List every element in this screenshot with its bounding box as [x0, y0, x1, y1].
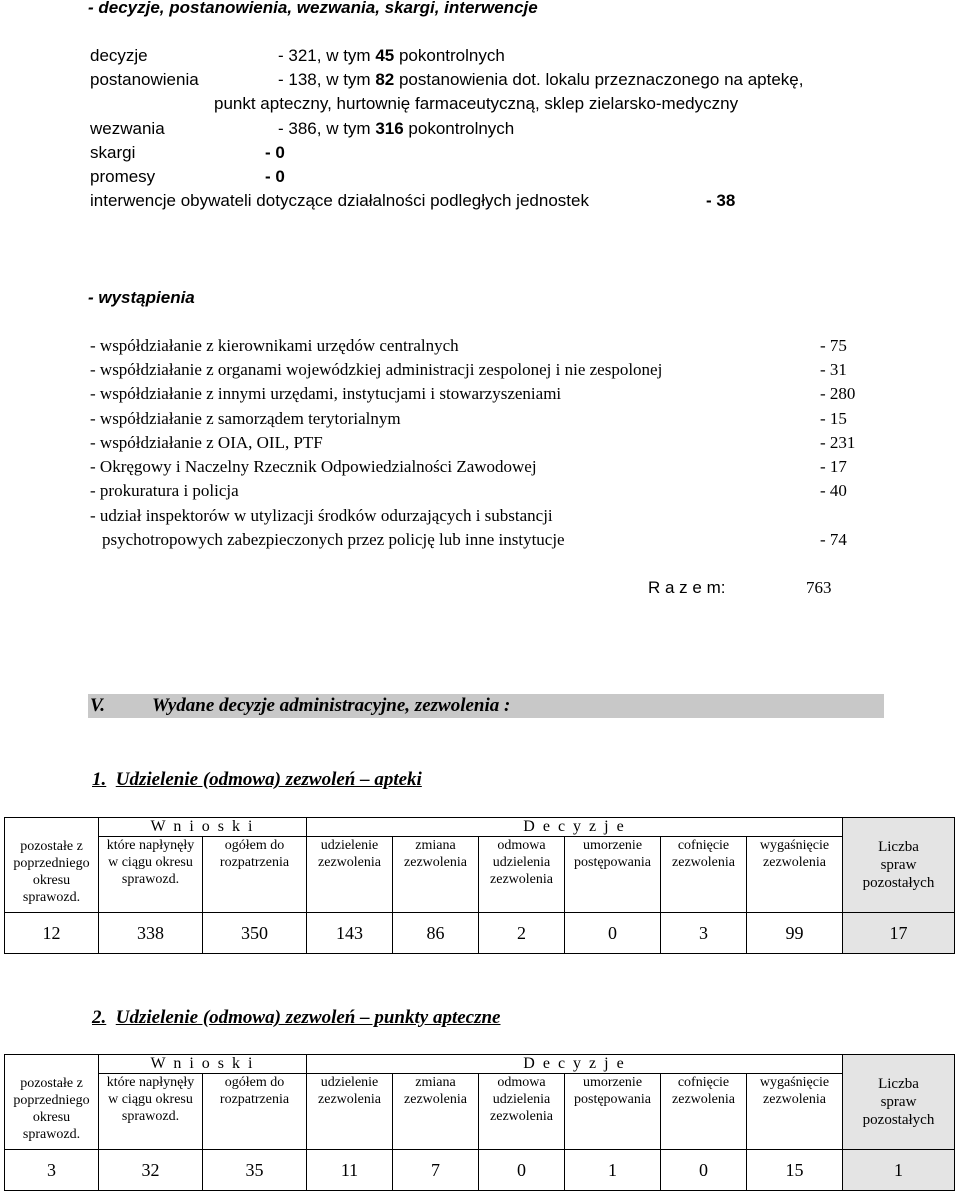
section-v-number: V.	[90, 695, 105, 716]
cell-cofniecie: 0	[661, 1150, 747, 1191]
wystapienia-item-label: - prokuratura i policja	[90, 481, 239, 500]
table-punkty-apteczne	[4, 1054, 955, 1191]
header-cofniecie: cofnięcie zezwolenia	[661, 1074, 747, 1150]
decyzje-label: decyzje	[90, 46, 148, 65]
header-naplynely: które napłynęły w ciągu okresu sprawozd.	[99, 1074, 203, 1150]
header-group-decyzje: D e c y z j e	[307, 818, 843, 837]
cell-wygasniecie: 15	[747, 1150, 843, 1191]
wystapienia-item-label: - współdziałanie z OIA, OIL, PTF	[90, 433, 323, 452]
cell-ogolem: 350	[203, 913, 307, 954]
table-apteki	[4, 817, 955, 954]
wystapienia-item-label: - współdziałanie z innymi urzędami, instytucjami i stowarzyszeniami	[90, 384, 562, 403]
header-umorzenie: umorzenie postępowania	[565, 1074, 661, 1150]
cell-odmowa: 2	[479, 913, 565, 954]
header-umorzenie: umorzenie postępowania	[565, 837, 661, 913]
interwencje-value: - 38	[706, 191, 736, 210]
section-v-title: Wydane decyzje administracyjne, zezwolenia :	[152, 695, 511, 716]
wystapienia-item-label: - współdziałanie z samorządem terytorialnym	[90, 409, 401, 428]
table2-heading: 2. Udzielenie (odmowa) zezwoleń – punkty apteczne	[92, 1007, 501, 1028]
wystapienia-item-value: - 31	[820, 360, 847, 379]
header-wygasniecie: wygaśnięcie zezwolenia	[747, 1074, 843, 1150]
wystapienia-item-value: - 40	[820, 481, 847, 500]
wystapienia-item-value: - 15	[820, 409, 847, 428]
razem-value: 763	[806, 578, 832, 597]
table-row	[5, 1150, 955, 1191]
table-header-row	[5, 1074, 955, 1150]
cell-cofniecie: 3	[661, 913, 747, 954]
cell-udzielenie: 11	[307, 1150, 393, 1191]
wystapienia-item-label: - współdziałanie z organami wojewódzkiej administracji zespolonej i nie zespolonej	[90, 360, 663, 379]
header-udzielenie: udzielenie zezwolenia	[307, 1074, 393, 1150]
skargi-value: - 0	[265, 143, 285, 162]
wystapienia-item-label: - Okręgowy i Naczelny Rzecznik Odpowiedzialności Zawodowej	[90, 457, 537, 476]
wystapienia-item-value: - 75	[820, 336, 847, 355]
header-cofniecie: cofnięcie zezwolenia	[661, 837, 747, 913]
razem-label: R a z e m:	[648, 578, 726, 597]
cell-udzielenie: 143	[307, 913, 393, 954]
cell-liczba: 17	[843, 913, 955, 954]
header-pozostale: pozostałe z poprzedniego okresu sprawozd.	[5, 1055, 99, 1150]
cell-liczba: 1	[843, 1150, 955, 1191]
wezwania-label: wezwania	[90, 119, 165, 138]
cell-odmowa: 0	[479, 1150, 565, 1191]
wystapienia-multi-line1: - udział inspektorów w utylizacji środków odurzających i substancji	[90, 506, 553, 525]
cell-zmiana: 86	[393, 913, 479, 954]
wystapienia-multi-line2: psychotropowych zabezpieczonych przez policję lub inne instytucje	[102, 530, 565, 549]
header-odmowa: odmowa udzielenia zezwolenia	[479, 1074, 565, 1150]
promesy-label: promesy	[90, 167, 156, 186]
cell-ogolem: 35	[203, 1150, 307, 1191]
header-group-wnioski: W n i o s k i	[99, 1055, 307, 1074]
cell-zmiana: 7	[393, 1150, 479, 1191]
wystapienia-multi-value: - 74	[820, 530, 847, 549]
wezwania-value: - 386, w tym 316 pokontrolnych	[278, 119, 515, 138]
cell-umorzenie: 0	[565, 913, 661, 954]
wystapienia-item-value: - 17	[820, 457, 847, 476]
header-ogolem: ogółem do rozpatrzenia	[203, 1074, 307, 1150]
section-wystapienia-title: - wystąpienia	[88, 288, 195, 307]
wystapienia-item-label: - współdziałanie z kierownikami urzędów centralnych	[90, 336, 459, 355]
cell-pozostale: 3	[5, 1150, 99, 1191]
cell-naplynely: 32	[99, 1150, 203, 1191]
cell-naplynely: 338	[99, 913, 203, 954]
header-zmiana: zmiana zezwolenia	[393, 1074, 479, 1150]
postanowienia-label: postanowienia	[90, 70, 199, 89]
header-wygasniecie: wygaśnięcie zezwolenia	[747, 837, 843, 913]
promesy-value: - 0	[265, 167, 285, 186]
table-row	[5, 913, 955, 954]
skargi-label: skargi	[90, 143, 136, 162]
section-decyzje-title: - decyzje, postanowienia, wezwania, skargi, interwencje	[88, 0, 538, 17]
header-pozostale: pozostałe z poprzedniego okresu sprawozd.	[5, 818, 99, 913]
cell-umorzenie: 1	[565, 1150, 661, 1191]
header-liczba: Liczba spraw pozostałych	[843, 1055, 955, 1150]
header-zmiana: zmiana zezwolenia	[393, 837, 479, 913]
cell-wygasniecie: 99	[747, 913, 843, 954]
table1-heading: 1. Udzielenie (odmowa) zezwoleń – apteki	[92, 769, 422, 790]
header-liczba: Liczba spraw pozostałych	[843, 818, 955, 913]
header-group-wnioski: W n i o s k i	[99, 818, 307, 837]
header-group-decyzje: D e c y z j e	[307, 1055, 843, 1074]
wystapienia-item-value: - 231	[820, 433, 856, 452]
postanowienia-value: - 138, w tym 82 postanowienia dot. lokalu przeznaczonego na aptekę,	[278, 70, 804, 89]
decyzje-value: - 321, w tym 45 pokontrolnych	[278, 46, 505, 65]
header-ogolem: ogółem do rozpatrzenia	[203, 837, 307, 913]
postanowienia-line2: punkt apteczny, hurtownię farmaceutyczną, sklep zielarsko-medyczny	[214, 94, 739, 113]
interwencje-label: interwencje obywateli dotyczące działalności podległych jednostek	[90, 191, 589, 210]
header-odmowa: odmowa udzielenia zezwolenia	[479, 837, 565, 913]
header-naplynely: które napłynęły w ciągu okresu sprawozd.	[99, 837, 203, 913]
wystapienia-item-value: - 280	[820, 384, 856, 403]
table-header-group-row	[5, 818, 955, 837]
header-udzielenie: udzielenie zezwolenia	[307, 837, 393, 913]
table-header-group-row	[5, 1055, 955, 1074]
table-header-row	[5, 837, 955, 913]
cell-pozostale: 12	[5, 913, 99, 954]
